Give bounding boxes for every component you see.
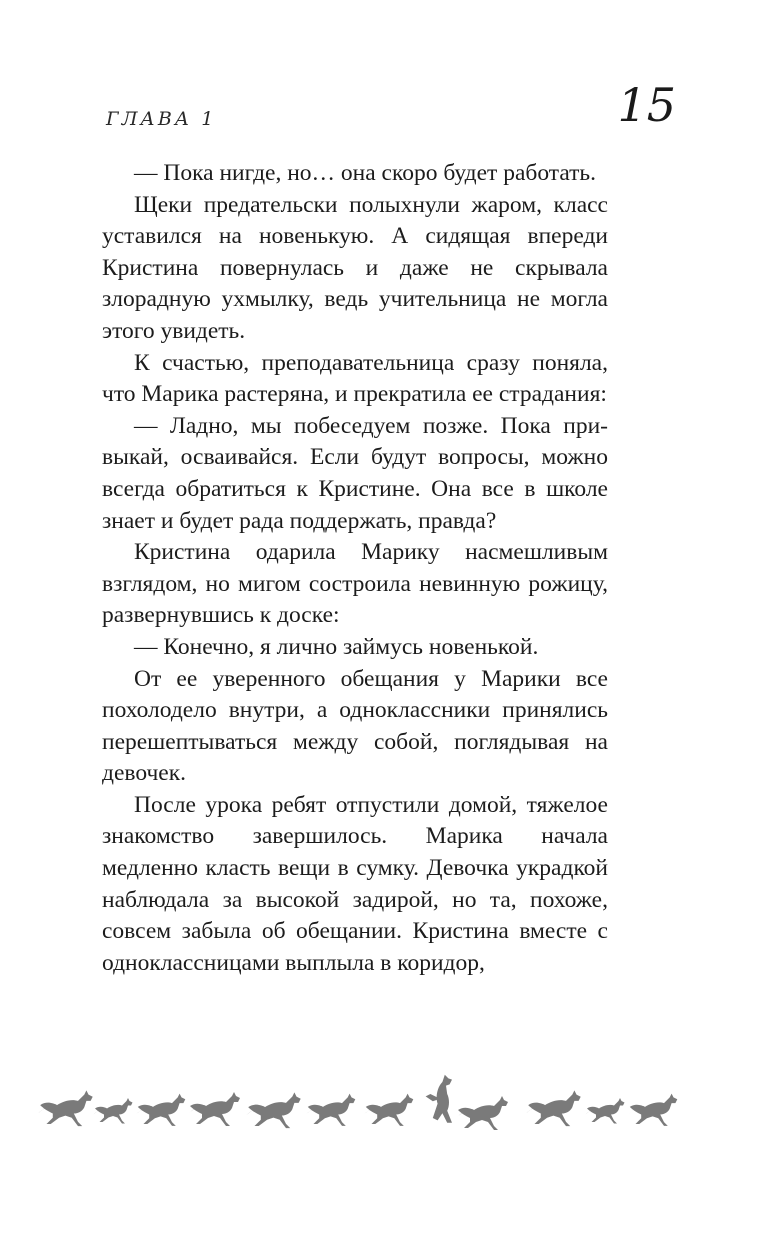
- horse-silhouettes: [38, 1075, 677, 1130]
- paragraph: Кристина одарила Марику насмешливым взглядом, но мигом состроила невинную рожицу, развернувшись к доске:: [102, 539, 608, 629]
- paragraph: — Ладно, мы побеседуем позже. Пока привыкай, осваивайся. Если будут вопросы, можно всегда обратиться к Кристине. Она все в школе знает и будет рада поддержать, правда?: [102, 412, 608, 534]
- page-number: 15: [617, 78, 676, 132]
- chapter-running-head: ГЛАВА 1: [106, 108, 217, 130]
- paragraph: После урока ребят отпустили домой, тяжелое знакомство завершилось. Марика начала медленно класть вещи в сумку. Девочка украдкой наблюдала за высокой задирой, но та, похоже, совсем забыла об обещании. Кристина вместе с одноклассницами выплыла в коридор,: [102, 791, 608, 976]
- running-horses-icon: [36, 1068, 686, 1132]
- body-text: [102, 158, 608, 979]
- paragraph: — Конечно, я лично займусь новенькой.: [134, 633, 539, 660]
- paragraph: Щеки предательски полыхнули жаром, класс уставился на новенькую. А сидящая впереди Кристина повернулась и даже не скрывала злорадную ухмылку, ведь учительница не могла этого увидеть.: [102, 191, 608, 344]
- paragraph: От ее уверенного обещания у Марики все похолодело внутри, а одноклассники принялись перешептываться между собой, поглядывая на девочек.: [102, 665, 608, 787]
- paragraph: К счастью, преподавательница сразу поняла, что Марика растеряна, и прекратила ее страдания:: [102, 349, 608, 408]
- paragraph: — Пока нигде, но… она скоро будет работать.: [134, 160, 597, 186]
